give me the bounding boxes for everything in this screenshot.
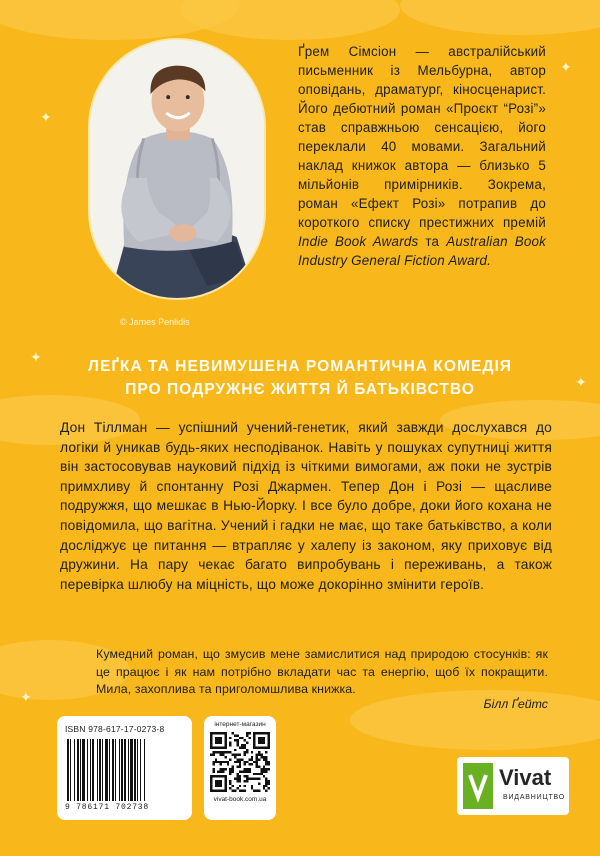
conjunction-text: та — [425, 234, 440, 249]
author-bio — [298, 42, 546, 270]
sparkle-icon: ✦ — [20, 689, 32, 705]
tagline-line: ПРО ПОДРУЖНЄ ЖИТТЯ Й БАТЬКІВСТВО — [125, 381, 475, 398]
book-blurb: Дон Тіллман — успішний учений-генетик, який завжди дослухався до логіки й уникав будь-яких несподіванок. Навіть у пошуках супутниці життя він застосовував науковий підхід із чіткими вимогами, аж поки не зустрів примхливу й спонтанну Розі Джармен. Тепер Дон і Розі — щасливе подружжя, що мешкає в Нью-Йорку. І все було добре, доки його кохана не повідомила, що вагітна. Учений і гадки не має, що таке батьківство, а коли досліджує це питання — втрапляє у халепу із законом, яку приховує від дружини. На пару чекає багато випробувань і переживань, а також перевірка шлюбу на міцність, що може докорінно змінити героїв. — [60, 420, 552, 592]
photo-credit: © James Penlidis — [120, 317, 190, 327]
review-quote: Кумедний роман, що змусив мене замислитися над природою стосунків: як це працює і як нам потрібно вкладати час та енергію, щоб їх покращити. Мила, захоплива та приголомшлива книжка. — [96, 647, 548, 696]
ean-number: 9 786171 702738 — [65, 803, 150, 812]
publisher-logo — [457, 757, 569, 815]
author-bio-text: Ґрем Сімсіон — австралійський письменник із Мельбурна, автор оповідань, драматург, кіносценарист. Його дебютний роман «Проєкт “Розі”» став справжньою сенсацією, його переклали 40 мовами. Загальний наклад книжок автора — близько 5 мільйонів примірників. Зокрема, роман «Ефект Розі» потрапив до короткого списку престижних премій — [298, 44, 546, 230]
qr-url[interactable]: vivat-book.com.ua — [213, 796, 267, 803]
sparkle-icon: ✦ — [30, 349, 42, 365]
publisher-name: Vivat — [499, 765, 552, 790]
tagline-line: ЛЕҐКА ТА НЕВИМУШЕНА РОМАНТИЧНА КОМЕДІЯ — [88, 358, 512, 375]
quote-author: Білл Ґейтс — [483, 697, 548, 711]
cloud-decoration — [180, 0, 400, 40]
tagline-heading — [40, 355, 560, 401]
sparkle-icon: ✦ — [40, 109, 52, 125]
qr-code-icon[interactable] — [210, 732, 270, 792]
sparkle-icon: ✦ — [575, 374, 587, 390]
sparkle-icon: ✦ — [560, 59, 572, 75]
award-name: Australian Book Industry General Fiction Award. — [298, 234, 547, 268]
barcode-icon — [65, 739, 184, 801]
isbn-number: ISBN 978-617-17-0273-8 — [65, 724, 165, 734]
cloud-decoration — [400, 0, 600, 35]
publisher-subtitle: ВИДАВНИЦТВО — [503, 794, 566, 801]
barcode-box — [57, 716, 192, 820]
author-portrait — [88, 38, 266, 300]
vivat-logo-icon — [463, 763, 493, 809]
award-name: Indie Book Awards — [298, 234, 419, 249]
qr-box — [204, 716, 276, 820]
qr-top-label: інтернет-магазин — [214, 721, 266, 728]
